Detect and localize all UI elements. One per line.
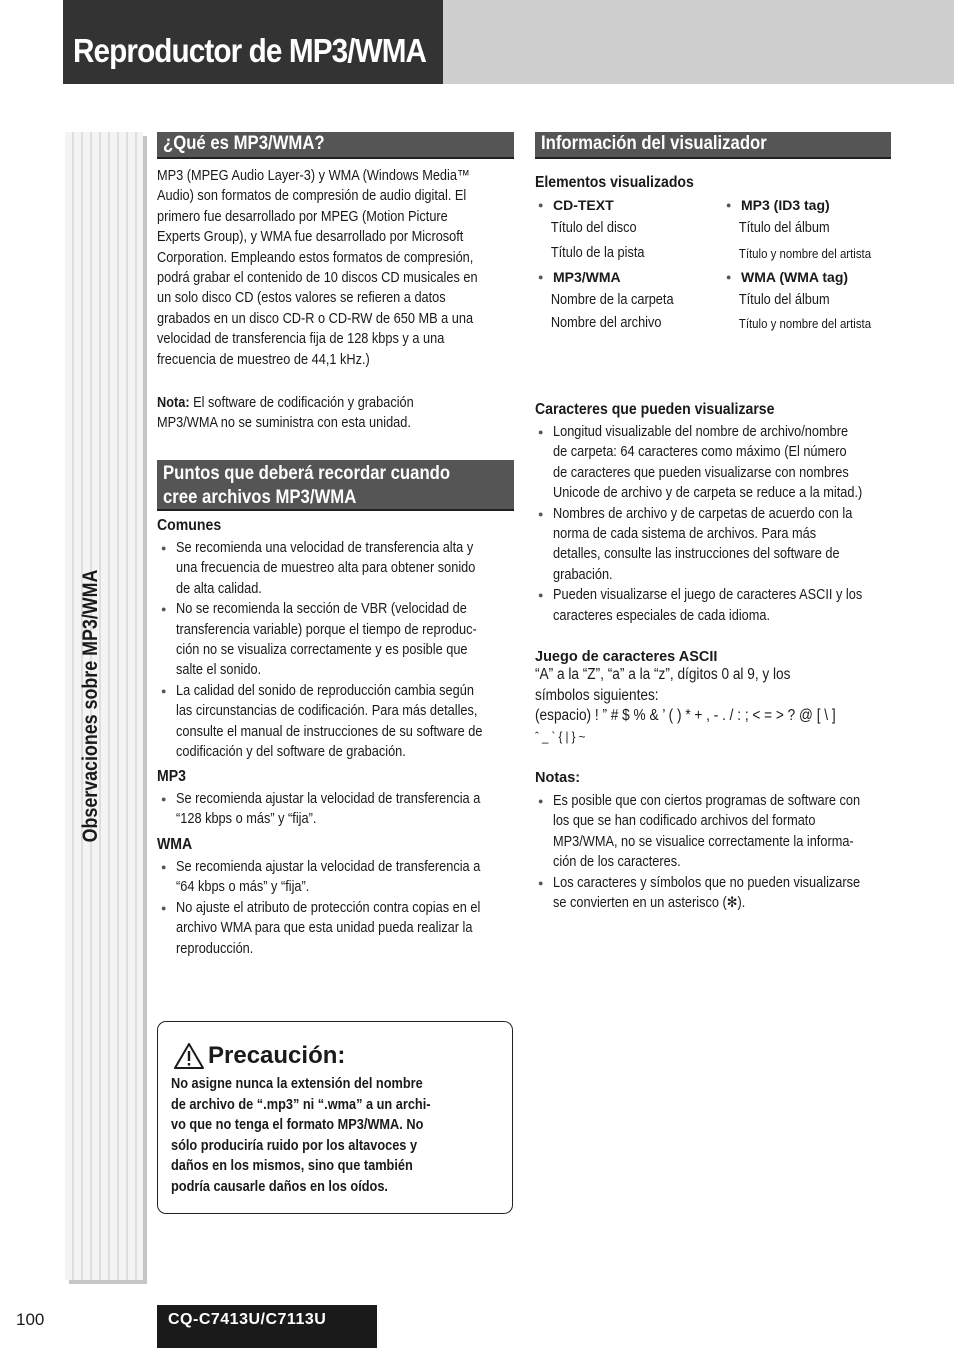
list-item-line: transferencia variable) porque el tiempo de reproduc- <box>176 621 477 638</box>
section-heading-display <box>535 132 891 159</box>
text-line: MP3 (MPEG Audio Layer-3) y WMA (Windows Media™ <box>157 168 470 184</box>
list-item <box>158 538 518 599</box>
list-item <box>535 422 895 504</box>
display-item-value: Título del álbum <box>738 292 830 308</box>
list-item-line: ● Se recomienda una velocidad de transferencia alta y <box>176 540 474 556</box>
ascii-heading: Juego de caracteres ASCII <box>535 649 718 665</box>
display-item-label: ● WMA (WMA tag) <box>723 266 891 289</box>
text-line: Corporation. Empleando estos formatos de compresión, <box>157 249 474 266</box>
list-item-line: codificación y del software de grabación. <box>176 744 406 761</box>
what-paragraph <box>157 166 514 370</box>
display-item-value: Nombre del archivo <box>550 315 662 331</box>
mp3-list <box>158 789 518 830</box>
section-heading-text: Información del visualizador <box>541 133 767 154</box>
list-item-line: ● Es posible que con ciertos programas de software con <box>553 793 861 809</box>
list-item <box>535 585 895 626</box>
note-paragraph <box>157 393 514 434</box>
list-item-line: los que se han codificado archivos del formato <box>553 813 816 830</box>
section-heading-points <box>157 460 514 511</box>
text-line: vo que no tenga el formato MP3/WMA. No <box>171 1117 424 1133</box>
list-item-line: ● Longitud visualizable del nombre de archivo/nombre <box>553 424 849 440</box>
list-item-line: ción de los caracteres. <box>553 854 681 871</box>
list-item-line: ● Pueden visualizarse el juego de caracteres ASCII y los <box>553 587 863 604</box>
text-line: un solo disco CD (estos valores se refieren a datos <box>157 290 446 307</box>
list-item-line: “64 kbps o más” y “fija”. <box>176 879 310 896</box>
list-item-line: MP3/WMA, no se visualice correctamente la informa- <box>553 833 854 850</box>
text-line: daños en los mismos, sino que también <box>171 1158 413 1174</box>
display-item-cdtext <box>535 194 659 265</box>
ascii-text <box>535 665 877 747</box>
list-item-line: archivo WMA para que esta unidad pueda realizar la <box>176 920 473 937</box>
display-item-value: Título de la pista <box>550 245 645 261</box>
list-item-line: ● No se recomienda la sección de VBR (velocidad de <box>176 601 467 618</box>
display-item-label: ● MP3 (ID3 tag) <box>723 194 891 217</box>
list-item-line: ción no se visualiza correctamente y es posible que <box>176 642 468 659</box>
list-item <box>158 898 518 959</box>
wma-list <box>158 857 518 959</box>
wma-heading: WMA <box>157 836 193 853</box>
list-item-line: grabación. <box>553 566 613 583</box>
page-number: 100 <box>16 1310 45 1329</box>
list-item-line: se convierten en un asterisco (✻). <box>553 895 746 912</box>
text-line: No asigne nunca la extensión del nombre <box>171 1076 423 1092</box>
text-line: podrá grabar el contenido de 10 discos CD musicales en <box>157 270 478 287</box>
section-heading-text: ¿Qué es MP3/WMA? <box>163 133 325 154</box>
text-line: sólo produciría ruido por los altavoces y <box>171 1137 418 1154</box>
page-title: Reproductor de MP3/WMA <box>73 32 427 69</box>
text-line: Audio) son formatos de compresión de audio digital. El <box>157 188 467 205</box>
display-item-wmatag <box>723 266 891 335</box>
list-item-line: las circunstancias de codificación. Para más detalles, <box>176 703 478 720</box>
list-item-line: detalles, consulte las instrucciones del software de <box>553 546 840 563</box>
ascii-line-4: ˆ _ ` { | } ~ <box>535 728 586 744</box>
list-item-line: de carpeta: 64 caracteres como máximo (El número <box>553 444 847 461</box>
display-item-value: Título y nombre del artista <box>738 246 872 261</box>
list-item <box>535 791 895 873</box>
side-tab <box>65 132 143 1280</box>
display-item-label: ● CD-TEXT <box>535 194 659 217</box>
list-item-line: una frecuencia de muestreo alta para obtener sonido <box>176 560 476 577</box>
ascii-line-1: “A” a la “Z”, “a” a la “z”, dígitos 0 al 9, y los <box>535 666 791 683</box>
mp3-heading: MP3 <box>157 768 186 785</box>
list-item-line: Unicode de archivo y de carpeta se reduce a la mitad.) <box>553 485 863 502</box>
header-bar-extension <box>443 0 954 84</box>
text-line: de archivo de “.mp3” ni “.wma” a un archi- <box>171 1096 431 1113</box>
chars-list <box>535 422 895 626</box>
text-line: velocidad de transferencia fija de 128 kbps y a una <box>157 331 445 348</box>
section-heading-text-2: cree archivos MP3/WMA <box>163 487 357 508</box>
note-text-1: El software de codificación y grabación <box>189 395 414 411</box>
display-item-label: ● MP3/WMA <box>535 266 692 289</box>
note-label: Nota: <box>157 395 190 411</box>
display-item-value: Nombre de la carpeta <box>550 292 674 308</box>
text-line: grabados en un disco CD-R o CD-RW de 650 MB a una <box>157 310 474 327</box>
text-line: podría causarle daños en los oídos. <box>171 1178 388 1195</box>
list-item <box>535 504 895 586</box>
elements-heading: Elementos visualizados <box>535 174 694 191</box>
text-line: frecuencia de muestreo de 44,1 kHz.) <box>157 351 370 368</box>
display-item-value: Título del disco <box>550 220 637 236</box>
list-item-line: norma de cada sistema de archivos. Para más <box>553 526 817 543</box>
notes-list <box>535 791 895 913</box>
display-item-id3 <box>723 194 891 265</box>
list-item <box>158 857 518 898</box>
text-line: Experts Group), y WMA fue desarrollado por Microsoft <box>157 229 464 246</box>
display-item-value: Título y nombre del artista <box>738 316 872 331</box>
notes-heading: Notas: <box>535 770 581 786</box>
comunes-list <box>158 538 518 762</box>
warning-triangle-icon <box>173 1042 205 1070</box>
ascii-line-3: (espacio) ! ” # $ % & ’ ( ) * + , - . / : ; < = > ? @ [ \ ] <box>535 707 836 724</box>
section-heading-what <box>157 132 514 159</box>
list-item-line: ● No ajuste el atributo de protección contra copias en el <box>176 899 481 916</box>
comunes-heading: Comunes <box>157 517 222 534</box>
display-item-mp3wma <box>535 266 692 335</box>
caution-box <box>157 1021 513 1214</box>
model-number: CQ-C7413U/C7113U <box>168 1311 327 1328</box>
list-item-line: ● La calidad del sonido de reproducción cambia según <box>176 682 474 699</box>
note-text-2: MP3/WMA no se suministra con esta unidad. <box>157 415 411 432</box>
section-heading-text-1: Puntos que deberá recordar cuando <box>163 463 451 484</box>
display-item-value: Título del álbum <box>738 220 830 236</box>
list-item <box>535 873 895 914</box>
text-line: primero fue desarrollado por MPEG (Motion Picture <box>157 208 448 225</box>
list-item-line: caracteres especiales de cada idioma. <box>553 607 771 624</box>
list-item-line: ● Los caracteres y símbolos que no pueden visualizarse <box>553 874 861 891</box>
list-item-line: ● Nombres de archivo y de carpetas de acuerdo con la <box>553 505 853 522</box>
list-item <box>158 599 518 681</box>
list-item-line: de caracteres que pueden visualizarse con nombres <box>553 464 849 481</box>
list-item-line: ● Se recomienda ajustar la velocidad de transferencia a <box>176 791 481 807</box>
list-item <box>158 681 518 763</box>
list-item-line: de alta calidad. <box>176 580 262 597</box>
caution-body <box>171 1074 466 1197</box>
list-item-line: salte el sonido. <box>176 662 262 679</box>
ascii-line-2: símbolos siguientes: <box>535 686 659 704</box>
list-item-line: ● Se recomienda ajustar la velocidad de transferencia a <box>176 859 481 875</box>
list-item-line: “128 kbps o más” y “fija”. <box>176 811 317 828</box>
list-item-line: reproducción. <box>176 940 254 957</box>
list-item-line: consulte el manual de instrucciones de su software de <box>176 723 483 740</box>
list-item <box>158 789 518 830</box>
side-tab-label: Observaciones sobre MP3/WMA <box>79 569 102 843</box>
chars-heading: Caracteres que pueden visualizarse <box>535 401 775 418</box>
caution-title: Precaución: <box>208 1042 346 1069</box>
